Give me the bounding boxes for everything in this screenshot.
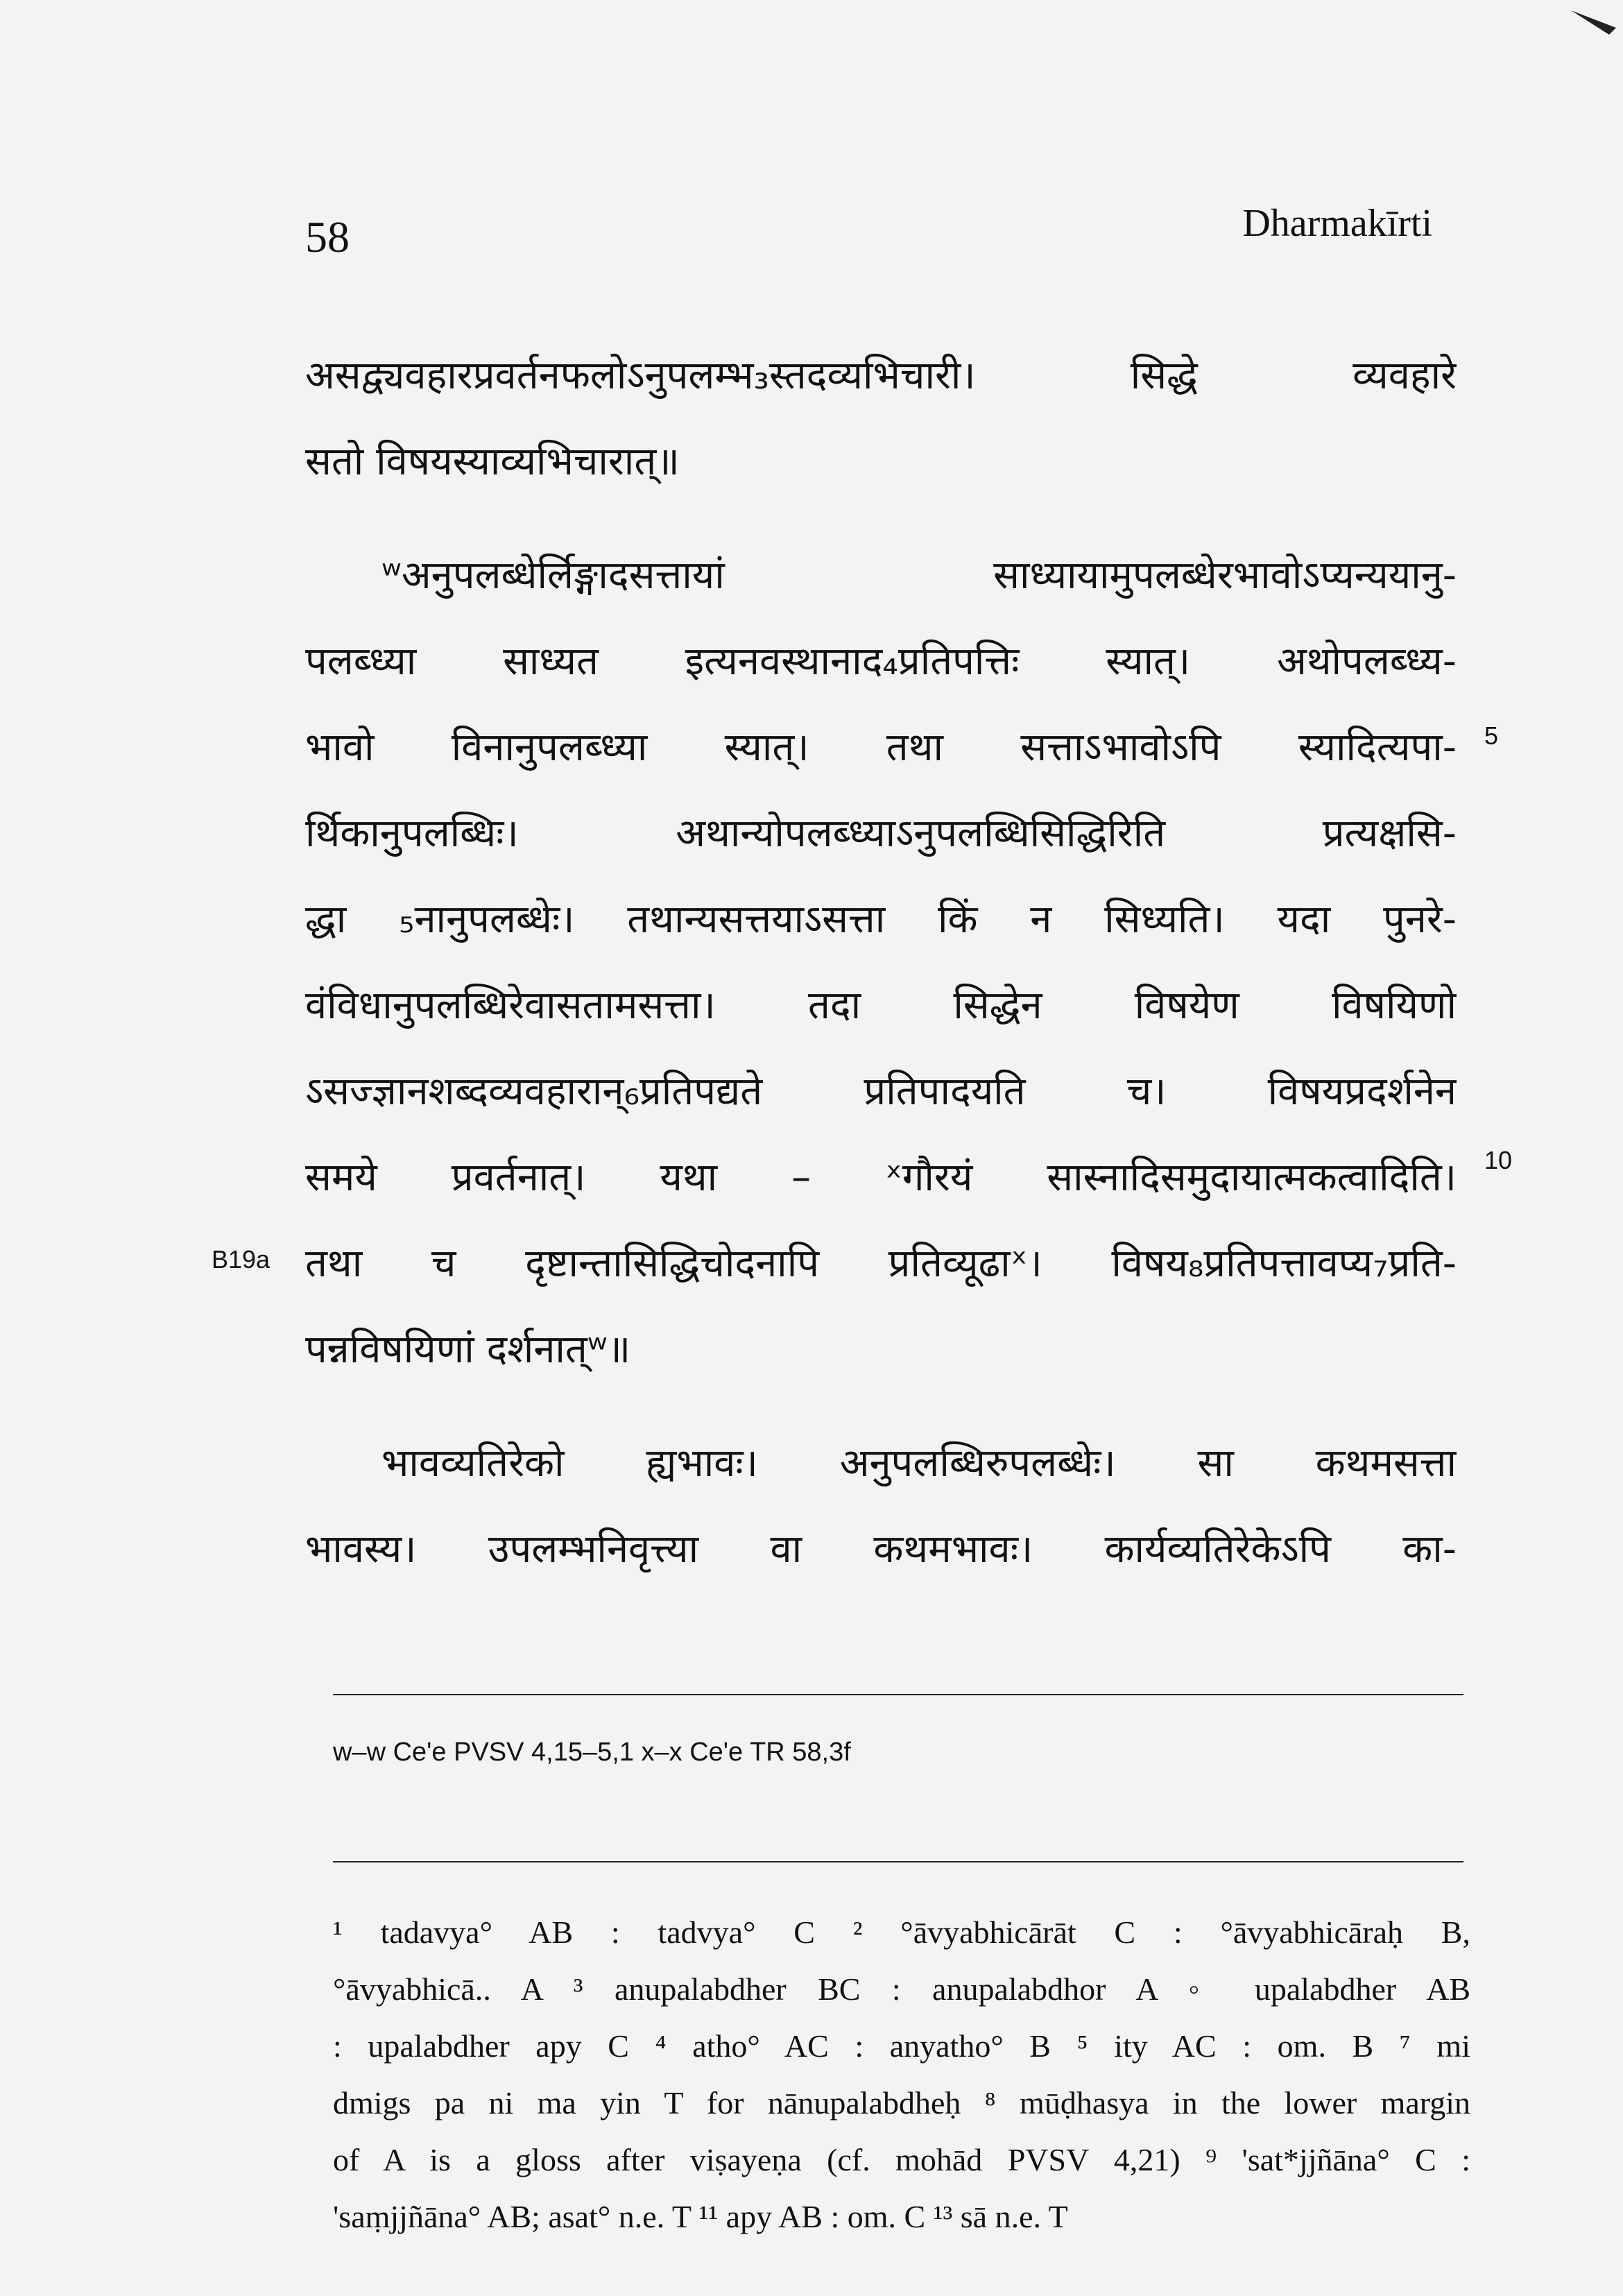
apparatus-line: : upalabdher apy C ⁴ atho° AC : anyatho° B ⁵ ity AC : om. B ⁷ mi bbox=[333, 2028, 1470, 2064]
page-number: 58 bbox=[305, 212, 350, 262]
paragraph-2 bbox=[305, 533, 1457, 1393]
text-line: समये प्रवर्तनात्। यथा – ˣगौरयं सास्नादिसमुदायात्मकत्वादिति। bbox=[305, 1155, 1457, 1200]
apparatus-line: of A is a gloss after viṣayeṇa (cf. mohād PVSV 4,21) ⁹ 'sat*jjñāna° C : bbox=[333, 2142, 1470, 2177]
testimonia-rule bbox=[333, 1694, 1463, 1695]
apparatus-line: °āvyabhicā.. A ³ anupalabdher BC : anupalabdhor A ◦ upalabdher AB bbox=[333, 1971, 1470, 2007]
text-line: तथा च दृष्टान्तासिद्धिचोदनापि प्रतिव्यूढाˣ। विषय₈प्रतिपत्तावप्य₇प्रति- bbox=[305, 1241, 1457, 1286]
text-line: र्थिकानुपलब्धिः। अथान्योपलब्ध्याऽनुपलब्धिसिद्धिरिति प्रत्यक्षसि- bbox=[305, 811, 1457, 856]
apparatus-rule bbox=[333, 1861, 1463, 1862]
text-line: द्धा ₅नानुपलब्धेः। तथान्यसत्तयाऽसत्ता किं न सिध्यति। यदा पुनरे- bbox=[305, 897, 1457, 942]
text-line: ऽसज्ज्ञानशब्दव्यवहारान्₆प्रतिपद्यते प्रतिपादयति च। विषयप्रदर्शनेन bbox=[305, 1069, 1457, 1114]
text-line: पलब्ध्या साध्यत इत्यनवस्थानाद₄प्रतिपत्तिः स्यात्। अथोपलब्ध्य- bbox=[305, 639, 1457, 684]
line-number-10: 10 bbox=[1484, 1146, 1513, 1174]
text-line: भावो विनानुपलब्ध्या स्यात्। तथा सत्ताऽभावोऽपि स्यादित्यपा- bbox=[305, 725, 1457, 770]
testimonia: w–w Ce'e PVSV 4,15–5,1 x–x Ce'e TR 58,3f bbox=[333, 1738, 851, 1767]
corner-mark-icon bbox=[1568, 7, 1623, 49]
apparatus-line: dmigs pa ni ma yin T for nānupalabdheḥ ⁸ mūḍhasya in the lower margin bbox=[333, 2085, 1470, 2121]
text-line: असद्व्यवहारप्रवर्तनफलोऽनुपलम्भ₃स्तदव्यभिचारी। सिद्धे व्यवहारे bbox=[305, 353, 1457, 398]
text-line: ʷअनुपलब्धेर्लिङ्गादसत्तायां साध्यायामुपलब्धेरभावोऽप्यन्ययानु- bbox=[381, 553, 1457, 598]
paragraph-3 bbox=[305, 1421, 1457, 1593]
text-line: सतो विषयस्याव्यभिचारात्॥ bbox=[305, 439, 680, 484]
apparatus-line: 'saṃjjñāna° AB; asat° n.e. T ¹¹ apy AB : om. C ¹³ sā n.e. T bbox=[333, 2199, 1068, 2234]
text-line: भावस्य। उपलम्भनिवृत्त्या वा कथमभावः। कार्यव्यतिरेकेऽपि का- bbox=[305, 1527, 1457, 1572]
paragraph-1 bbox=[305, 333, 1457, 505]
text-line: भावव्यतिरेको ह्यभावः। अनुपलब्धिरुपलब्धेः। सा कथमसत्ता bbox=[381, 1441, 1457, 1486]
critical-apparatus bbox=[333, 1904, 1470, 2245]
text-line: वंविधानुपलब्धिरेवासतामसत्ता। तदा सिद्धेन विषयेण विषयिणो bbox=[305, 983, 1457, 1028]
text-line: पन्नविषयिणां दर्शनात्ʷ॥ bbox=[305, 1327, 631, 1372]
main-text bbox=[305, 333, 1457, 1620]
running-head: Dharmakīrti bbox=[1242, 202, 1432, 245]
apparatus-line: ¹ tadavya° AB : tadvya° C ² °āvyabhicārāt C : °āvyabhicāraḥ B, bbox=[333, 1914, 1470, 1950]
folio-reference: B19a bbox=[212, 1245, 270, 1274]
line-number-5: 5 bbox=[1484, 721, 1499, 750]
